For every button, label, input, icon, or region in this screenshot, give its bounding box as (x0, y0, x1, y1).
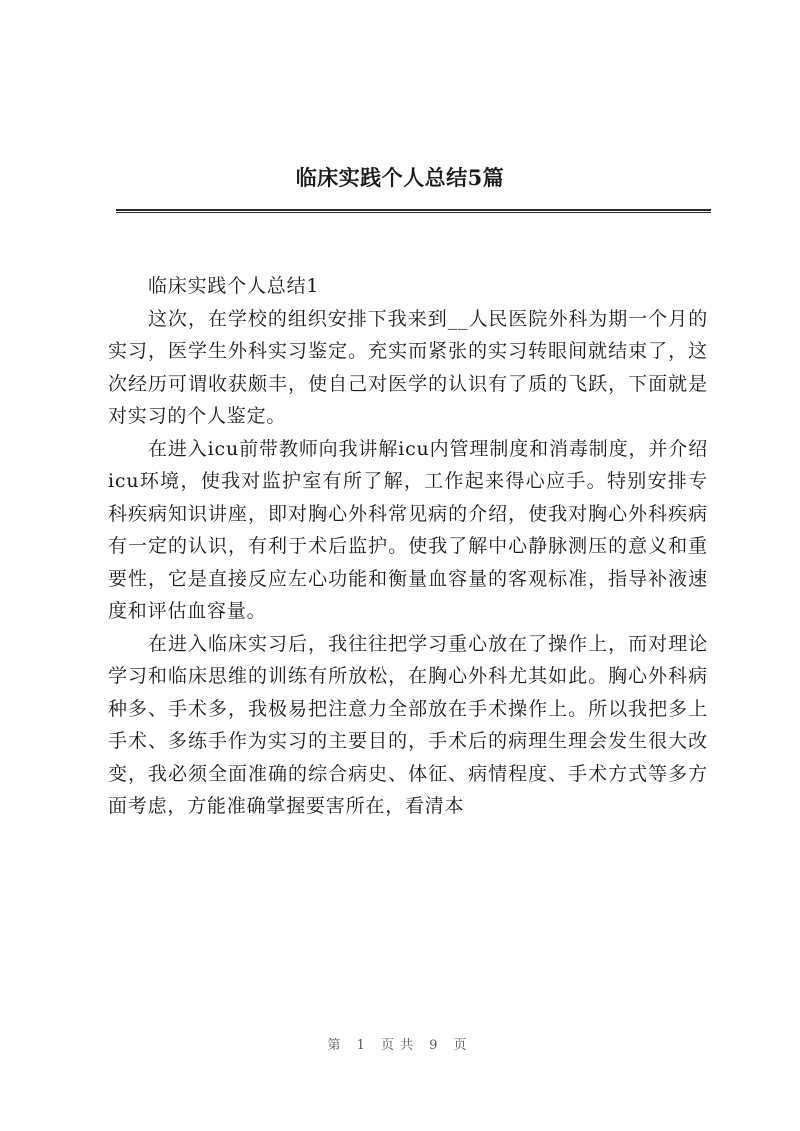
section-heading: 临床实践个人总结1 (148, 275, 320, 297)
document-title: 临床实践个人总结5篇 (295, 165, 505, 190)
paragraph-3: 在进入临床实习后，我往往把学习重心放在了操作上，而对理论学习和临床思维的训练有所放松，在胸心外科尤其如此。胸心外科病种多、手术多，我极易把注意力全部放在手术操作上。所以我把多上手术、多练手作为实习的主要目的，手术后的病理生理会发生很大改变，我必须全面准确的综合病史、体征、病情程度、手术方式等多方面考虑，方能准确掌握要害所在，看清本 (108, 632, 708, 817)
page-number: 第 1 页共 9 页 (327, 1038, 473, 1053)
paragraph-1: 这次，在学校的组织安排下我来到__人民医院外科为期一个月的实习，医学生外科实习鉴定。充实而紧张的实习转眼间就结束了，这次经历可谓收获颇丰，使自己对医学的认识有了质的飞跃，下面就是对实习的个人鉴定。 (108, 307, 708, 427)
document-body (108, 270, 708, 823)
title-divider (116, 209, 711, 213)
paragraph-2: 在进入icu前带教师向我讲解icu内管理制度和消毒制度，并介绍icu环境，使我对监护室有所了解，工作起来得心应手。特别安排专科疾病知识讲座，即对胸心外科常见病的介绍，使我对胸心外科疾病有一定的认识，有利于术后监护。使我了解中心静脉测压的意义和重要性，它是直接反应左心功能和衡量血容量的客观标准，指导补液速度和评估血容量。 (108, 437, 708, 622)
